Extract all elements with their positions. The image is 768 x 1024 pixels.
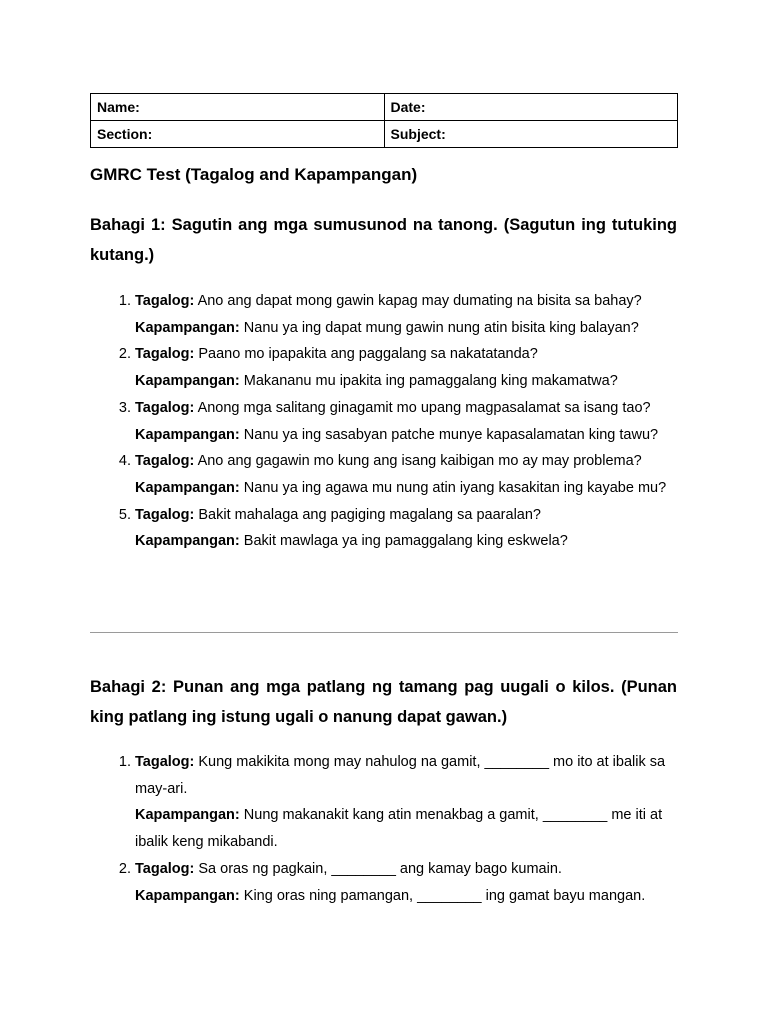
section-divider	[90, 632, 678, 633]
tagalog-label: Tagalog:	[135, 754, 195, 770]
kapampangan-question: Nanu ya ing sasabyan patche munye kapasalamatan king tawu?	[239, 426, 659, 443]
part1-question-list	[90, 288, 677, 555]
list-item	[135, 395, 677, 448]
table-row	[91, 94, 678, 121]
table-row	[91, 121, 678, 148]
section-field: Section:	[91, 121, 385, 148]
list-item	[135, 341, 677, 394]
page-title: GMRC Test (Tagalog and Kapampangan)	[90, 165, 418, 184]
tagalog-question: Anong mga salitang ginagamit mo upang magpasalamat sa isang tao?	[194, 399, 651, 416]
kapampangan-label: Kapampangan:	[135, 533, 240, 550]
tagalog-question: Ano ang gagawin mo kung ang isang kaibigan mo ay may problema?	[194, 453, 642, 470]
list-item	[135, 448, 677, 501]
tagalog-label: Tagalog:	[135, 506, 195, 523]
kapampangan-label: Kapampangan:	[135, 887, 240, 904]
kapampangan-question: Nanu ya ing agawa mu nung atin iyang kasakitan ing kayabe mu?	[239, 479, 667, 496]
kapampangan-question: Bakit mawlaga ya ing pamaggalang king eskwela?	[239, 533, 568, 550]
kapampangan-label: Kapampangan:	[135, 479, 240, 496]
name-field: Name:	[91, 94, 385, 121]
list-item	[135, 749, 677, 856]
tagalog-question: Paano mo ipapakita ang paggalang sa nakatatanda?	[194, 346, 538, 363]
kapampangan-label: Kapampangan:	[135, 426, 240, 443]
kapampangan-question: Nanu ya ing dapat mung gawin nung atin bisita king balayan?	[239, 319, 639, 336]
date-field: Date:	[384, 94, 678, 121]
tagalog-sentence: Kung makikita mong may nahulog na gamit, ________ mo ito at ibalik sa may-ari.	[135, 754, 666, 797]
tagalog-label: Tagalog:	[135, 453, 195, 470]
kapampangan-label: Kapampangan:	[135, 319, 240, 336]
student-info-table	[90, 93, 678, 148]
kapampangan-sentence: Nung makanakit kang atin menakbag a gamit, ________ me iti at ibalik keng mikabandi.	[135, 807, 663, 851]
tagalog-sentence: Sa oras ng pagkain, ________ ang kamay bago kumain.	[194, 860, 562, 877]
list-item	[135, 288, 677, 341]
part2-heading: Bahagi 2: Punan ang mga patlang ng tamang pag uugali o kilos. (Punan king patlang ing istung ugali o nanung dapat gawan.)	[90, 678, 677, 726]
list-item	[135, 856, 677, 909]
tagalog-label: Tagalog:	[135, 293, 195, 309]
tagalog-label: Tagalog:	[135, 346, 195, 363]
kapampangan-label: Kapampangan:	[135, 807, 240, 824]
tagalog-label: Tagalog:	[135, 399, 195, 416]
list-item	[135, 502, 677, 555]
tagalog-question: Ano ang dapat mong gawin kapag may dumating na bisita sa bahay?	[194, 293, 642, 309]
kapampangan-label: Kapampangan:	[135, 373, 240, 390]
part1-heading: Bahagi 1: Sagutin ang mga sumusunod na tanong. (Sagutun ing tutuking kutang.)	[90, 216, 677, 264]
kapampangan-sentence: King oras ning pamangan, ________ ing gamat bayu mangan.	[239, 887, 646, 904]
tagalog-question: Bakit mahalaga ang pagiging magalang sa paaralan?	[194, 506, 541, 523]
subject-field: Subject:	[384, 121, 678, 148]
kapampangan-question: Makananu mu ipakita ing pamaggalang king makamatwa?	[239, 373, 618, 390]
tagalog-label: Tagalog:	[135, 860, 195, 877]
part2-question-list	[90, 749, 677, 909]
